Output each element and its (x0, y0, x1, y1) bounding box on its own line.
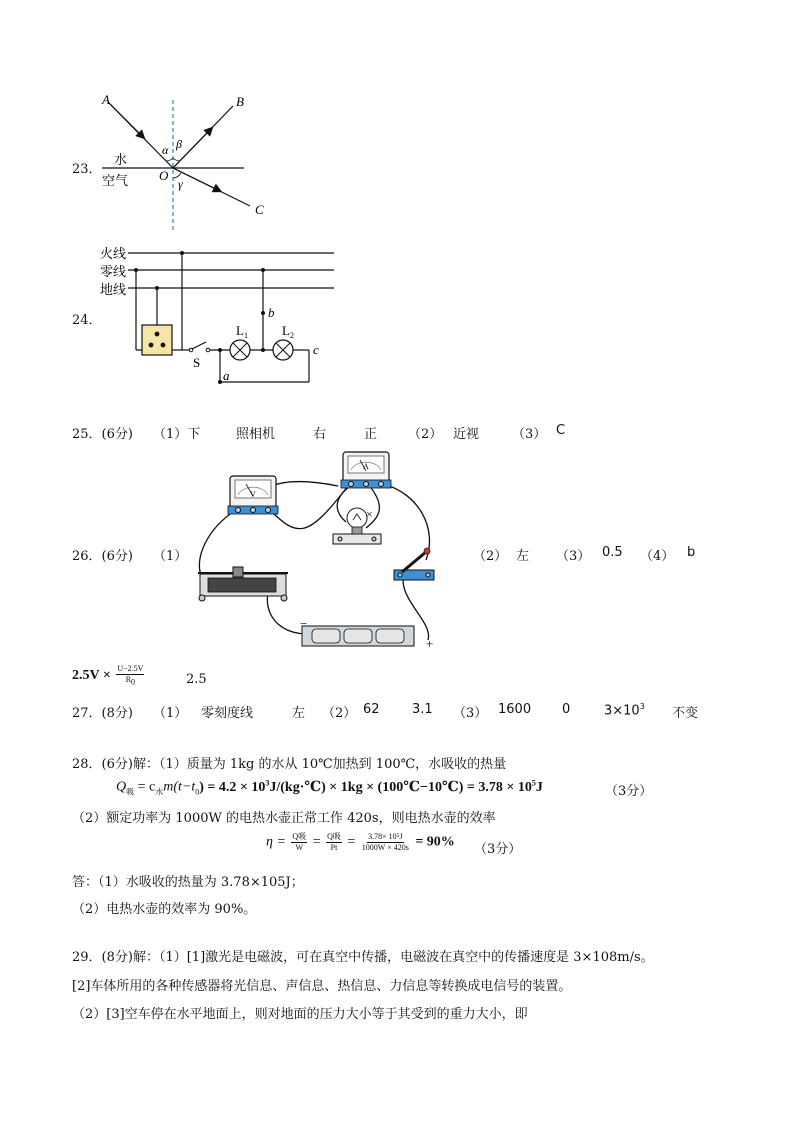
q29-line2: [2]车体所用的各种传感器将光信息、声信息、热信息、力信息等转换成电信号的装置。 (72, 979, 572, 994)
q24-circuit-diagram (98, 240, 348, 390)
ammeter-label: A (363, 462, 369, 471)
q27-part: 0 (562, 702, 571, 717)
q27-part: $3\times 10^3$ (604, 702, 645, 719)
label-neutral: 零线 (100, 264, 127, 279)
q26-part: （3） (556, 549, 591, 564)
q25-part: （2） (408, 427, 443, 442)
label-earth: 地线 (100, 282, 127, 297)
q29-line3: （2）[3]空车停在水平地面上，则对地面的压力大小等于其受到的重力大小，即 (72, 1007, 528, 1022)
q25-part: 照相机 (236, 427, 276, 442)
label-b: b (268, 305, 275, 320)
voltmeter (228, 476, 278, 514)
label-O: O (159, 168, 169, 183)
q23-ray-diagram (90, 88, 290, 233)
battery-pack (302, 626, 414, 646)
q28-line1: 28．(6分)解：（1）质量为 1kg 的水从 10℃加热到 100℃，水吸收的热量 (72, 757, 507, 772)
label-alpha: α (162, 143, 169, 157)
label-B: B (236, 94, 244, 109)
battery-minus: − (300, 616, 308, 631)
battery-plus: + (426, 636, 434, 651)
q26-part: 0.5 (602, 545, 623, 560)
label-L1: $L_1$ (236, 323, 248, 340)
label-a: a (223, 368, 230, 383)
q25-part: （1）下 (153, 427, 201, 442)
q27-part: 1600 (498, 702, 532, 717)
q26-part: 左 (516, 549, 530, 564)
q26-expression: 2.5V × $\frac{U-2.5V}{R_0}$ (72, 664, 144, 687)
voltmeter-label: V (250, 490, 256, 499)
q25-number: 25．(6分) (72, 427, 133, 442)
q28-answer-1: 答：（1）水吸收的热量为 3.78×105J； (72, 875, 304, 890)
q27-part: 62 (363, 702, 380, 717)
label-water: 水 (114, 152, 128, 167)
q28-line2: （2）额定功率为 1000W 的电热水壶正常工作 420s，则电热水壶的效率 (72, 811, 496, 826)
q26-part: b (687, 545, 696, 560)
q26-p1: （1） (153, 549, 188, 564)
switch (394, 548, 434, 580)
lamp-bulb (333, 508, 381, 544)
q28-score-1: （3分） (605, 784, 653, 799)
wire-cross-mark: × (366, 507, 373, 521)
switch-S (192, 342, 206, 349)
ammeter (341, 452, 391, 488)
q28-formula-heat: $Q_吸 = c_水m(t-t_0) = 4.2$ × $10^3J/(kg\cdot℃) \times 1kg$ × (100℃−10℃) = $3.78 \times 10^5J$ (116, 778, 543, 797)
q26-number: 26．(6分) (72, 549, 133, 564)
label-beta: β (176, 137, 182, 151)
q24-number: 24． (72, 313, 102, 328)
q28-answer-2: （2）电热水壶的效率为 90%。 (72, 902, 257, 917)
q28-score-2: （3分） (474, 842, 522, 857)
label-A: A (102, 92, 110, 107)
q25-part: （3） (512, 427, 547, 442)
q29-line1: 29．(8分)解：（1）[1]激光是电磁波，可在真空中传播，电磁波在真空中的传播速度是 3×108m/s。 (72, 950, 654, 965)
q27-part: 零刻度线 (201, 706, 254, 721)
label-c: c (313, 342, 319, 357)
label-gamma: γ (178, 177, 183, 191)
q27-part: （2） (322, 706, 357, 721)
q27-part: 3.1 (412, 702, 433, 717)
q25-part: 近视 (453, 427, 480, 442)
q27-part: （3） (453, 706, 488, 721)
q26-fraction: $\frac{U-2.5V}{R_0}$ (117, 664, 144, 687)
q23-number: 23． (72, 162, 102, 177)
q28-formula-efficiency: η = $\frac{\text{Q吸}}{W}$ = $\frac{\text{Q吸}}{Pt}$ = $\frac{\text{3.78× 10⁵J}}{1000W \times 420s}$ = 90% (266, 832, 455, 852)
label-C: C (255, 202, 264, 217)
label-S: S (193, 355, 201, 370)
q27-part: 左 (292, 706, 306, 721)
q26-part: （4） (640, 549, 675, 564)
label-air: 空气 (102, 173, 129, 188)
q26-part: （2） (473, 549, 508, 564)
label-live: 火线 (100, 246, 127, 261)
q27-number: 27．(8分) (72, 706, 133, 721)
q25-part: C (556, 423, 566, 438)
q26-apparatus-diagram (188, 448, 458, 660)
q25-part: 正 (364, 427, 378, 442)
q27-part: （1） (153, 706, 188, 721)
three-pin-socket (142, 325, 172, 355)
rheostat (198, 567, 288, 601)
label-L2: $L_2$ (282, 323, 294, 340)
q26-value: 2.5 (186, 672, 207, 687)
q25-part: 右 (313, 427, 327, 442)
q27-part: 不变 (672, 706, 699, 721)
